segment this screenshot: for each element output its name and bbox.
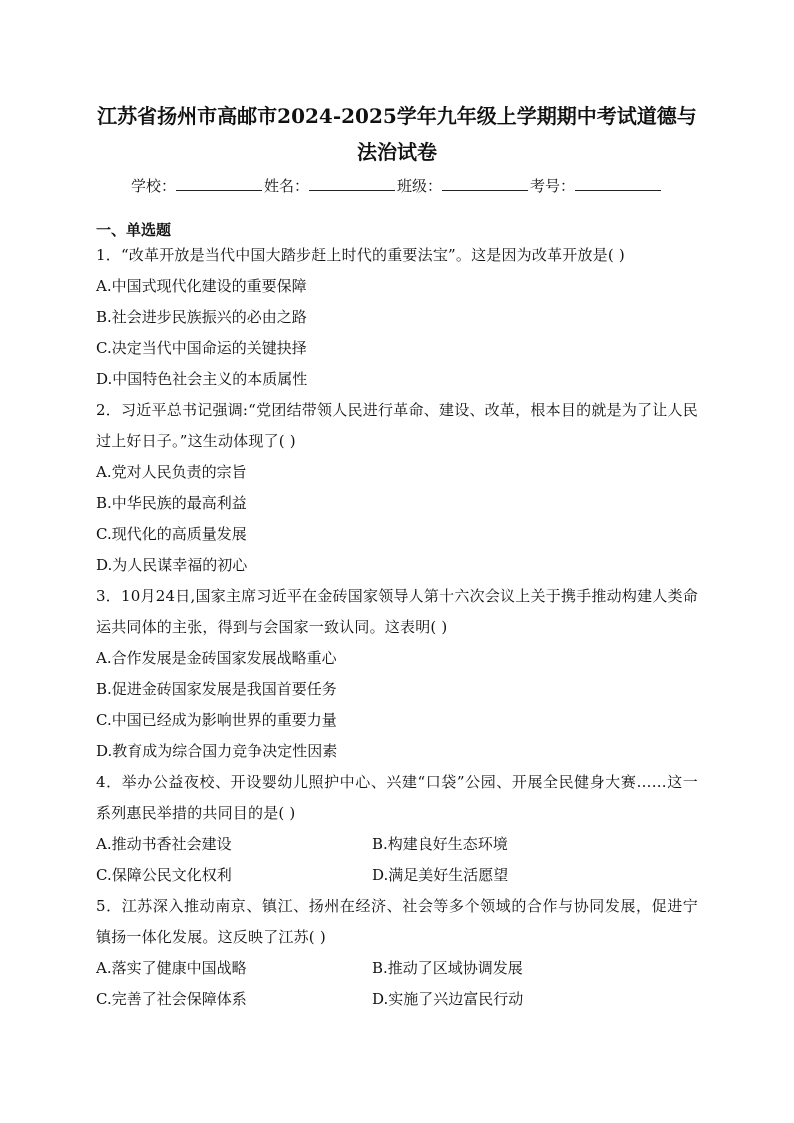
option-a: A.党对人民负责的宗旨 <box>96 463 247 481</box>
option-a: A.落实了健康中国战略 <box>96 959 247 977</box>
question-stem: 1．“改革开放是当代中国大踏步赶上时代的重要法宝”。这是因为改革开放是( ) <box>96 246 625 264</box>
option-row <box>96 860 698 891</box>
exam-no-field <box>530 174 663 198</box>
option-b: B.推动了区域协调发展 <box>372 959 523 977</box>
student-info-line <box>96 174 698 198</box>
option-c: C.中国已经成为影响世界的重要力量 <box>96 711 337 729</box>
option-row <box>96 953 698 984</box>
question-5 <box>96 891 698 1015</box>
question-1 <box>96 240 698 395</box>
option-c: C.现代化的高质量发展 <box>96 525 247 543</box>
question-3 <box>96 581 698 767</box>
option-b: B.社会进步民族振兴的必由之路 <box>96 308 307 326</box>
option-c: C.完善了社会保障体系 <box>96 990 247 1008</box>
option-a: A.中国式现代化建设的重要保障 <box>96 277 307 295</box>
option-c: C.决定当代中国命运的关键抉择 <box>96 339 307 357</box>
option-c: C.保障公民文化权利 <box>96 866 232 884</box>
option-b: B.构建良好生态环境 <box>372 835 508 853</box>
question-4 <box>96 767 698 891</box>
option-row <box>96 829 698 860</box>
name-field <box>264 174 397 198</box>
question-stem: 3．10月24日,国家主席习近平在金砖国家领导人第十六次会议上关于携手推动构建人类命运共同体的主张，得到与会国家一致认同。这表明( ) <box>96 587 698 636</box>
question-2 <box>96 395 698 581</box>
exam-no-blank <box>575 174 661 191</box>
name-blank <box>309 174 395 191</box>
option-row <box>96 984 698 1015</box>
option-a: A.推动书香社会建设 <box>96 835 232 853</box>
exam-title: 江苏省扬州市高邮市2024-2025学年九年级上学期期中考试道德与法治试卷 <box>97 104 697 164</box>
school-blank <box>176 174 262 191</box>
question-stem: 2．习近平总书记强调:“党团结带领人民进行革命、建设、改革，根本目的就是为了让人民过上好日子。”这生动体现了( ) <box>96 401 698 450</box>
school-label: 学校： <box>130 177 176 195</box>
option-d: D.教育成为综合国力竞争决定性因素 <box>96 742 338 760</box>
class-label: 班级： <box>397 177 443 195</box>
option-b: B.促进金砖国家发展是我国首要任务 <box>96 680 337 698</box>
option-b: B.中华民族的最高利益 <box>96 494 247 512</box>
class-blank <box>442 174 528 191</box>
question-stem: 5．江苏深入推动南京、镇江、扬州在经济、社会等多个领域的合作与协同发展，促进宁镇扬一体化发展。这反映了江苏( ) <box>96 897 698 946</box>
option-d: D.中国特色社会主义的本质属性 <box>96 370 308 388</box>
option-d: D.满足美好生活愿望 <box>372 866 509 884</box>
option-d: D.为人民谋幸福的初心 <box>96 556 248 574</box>
section-heading: 一、单选题 <box>96 221 172 239</box>
school-field <box>131 174 264 198</box>
option-a: A.合作发展是金砖国家发展战略重心 <box>96 649 337 667</box>
option-d: D.实施了兴边富民行动 <box>372 990 524 1008</box>
class-field <box>397 174 530 198</box>
question-stem: 4．举办公益夜校、开设婴幼儿照护中心、兴建“口袋”公园、开展全民健身大赛……这一系列惠民举措的共同目的是( ) <box>96 773 698 822</box>
exam-no-label: 考号： <box>530 177 576 195</box>
name-label: 姓名： <box>263 177 309 195</box>
